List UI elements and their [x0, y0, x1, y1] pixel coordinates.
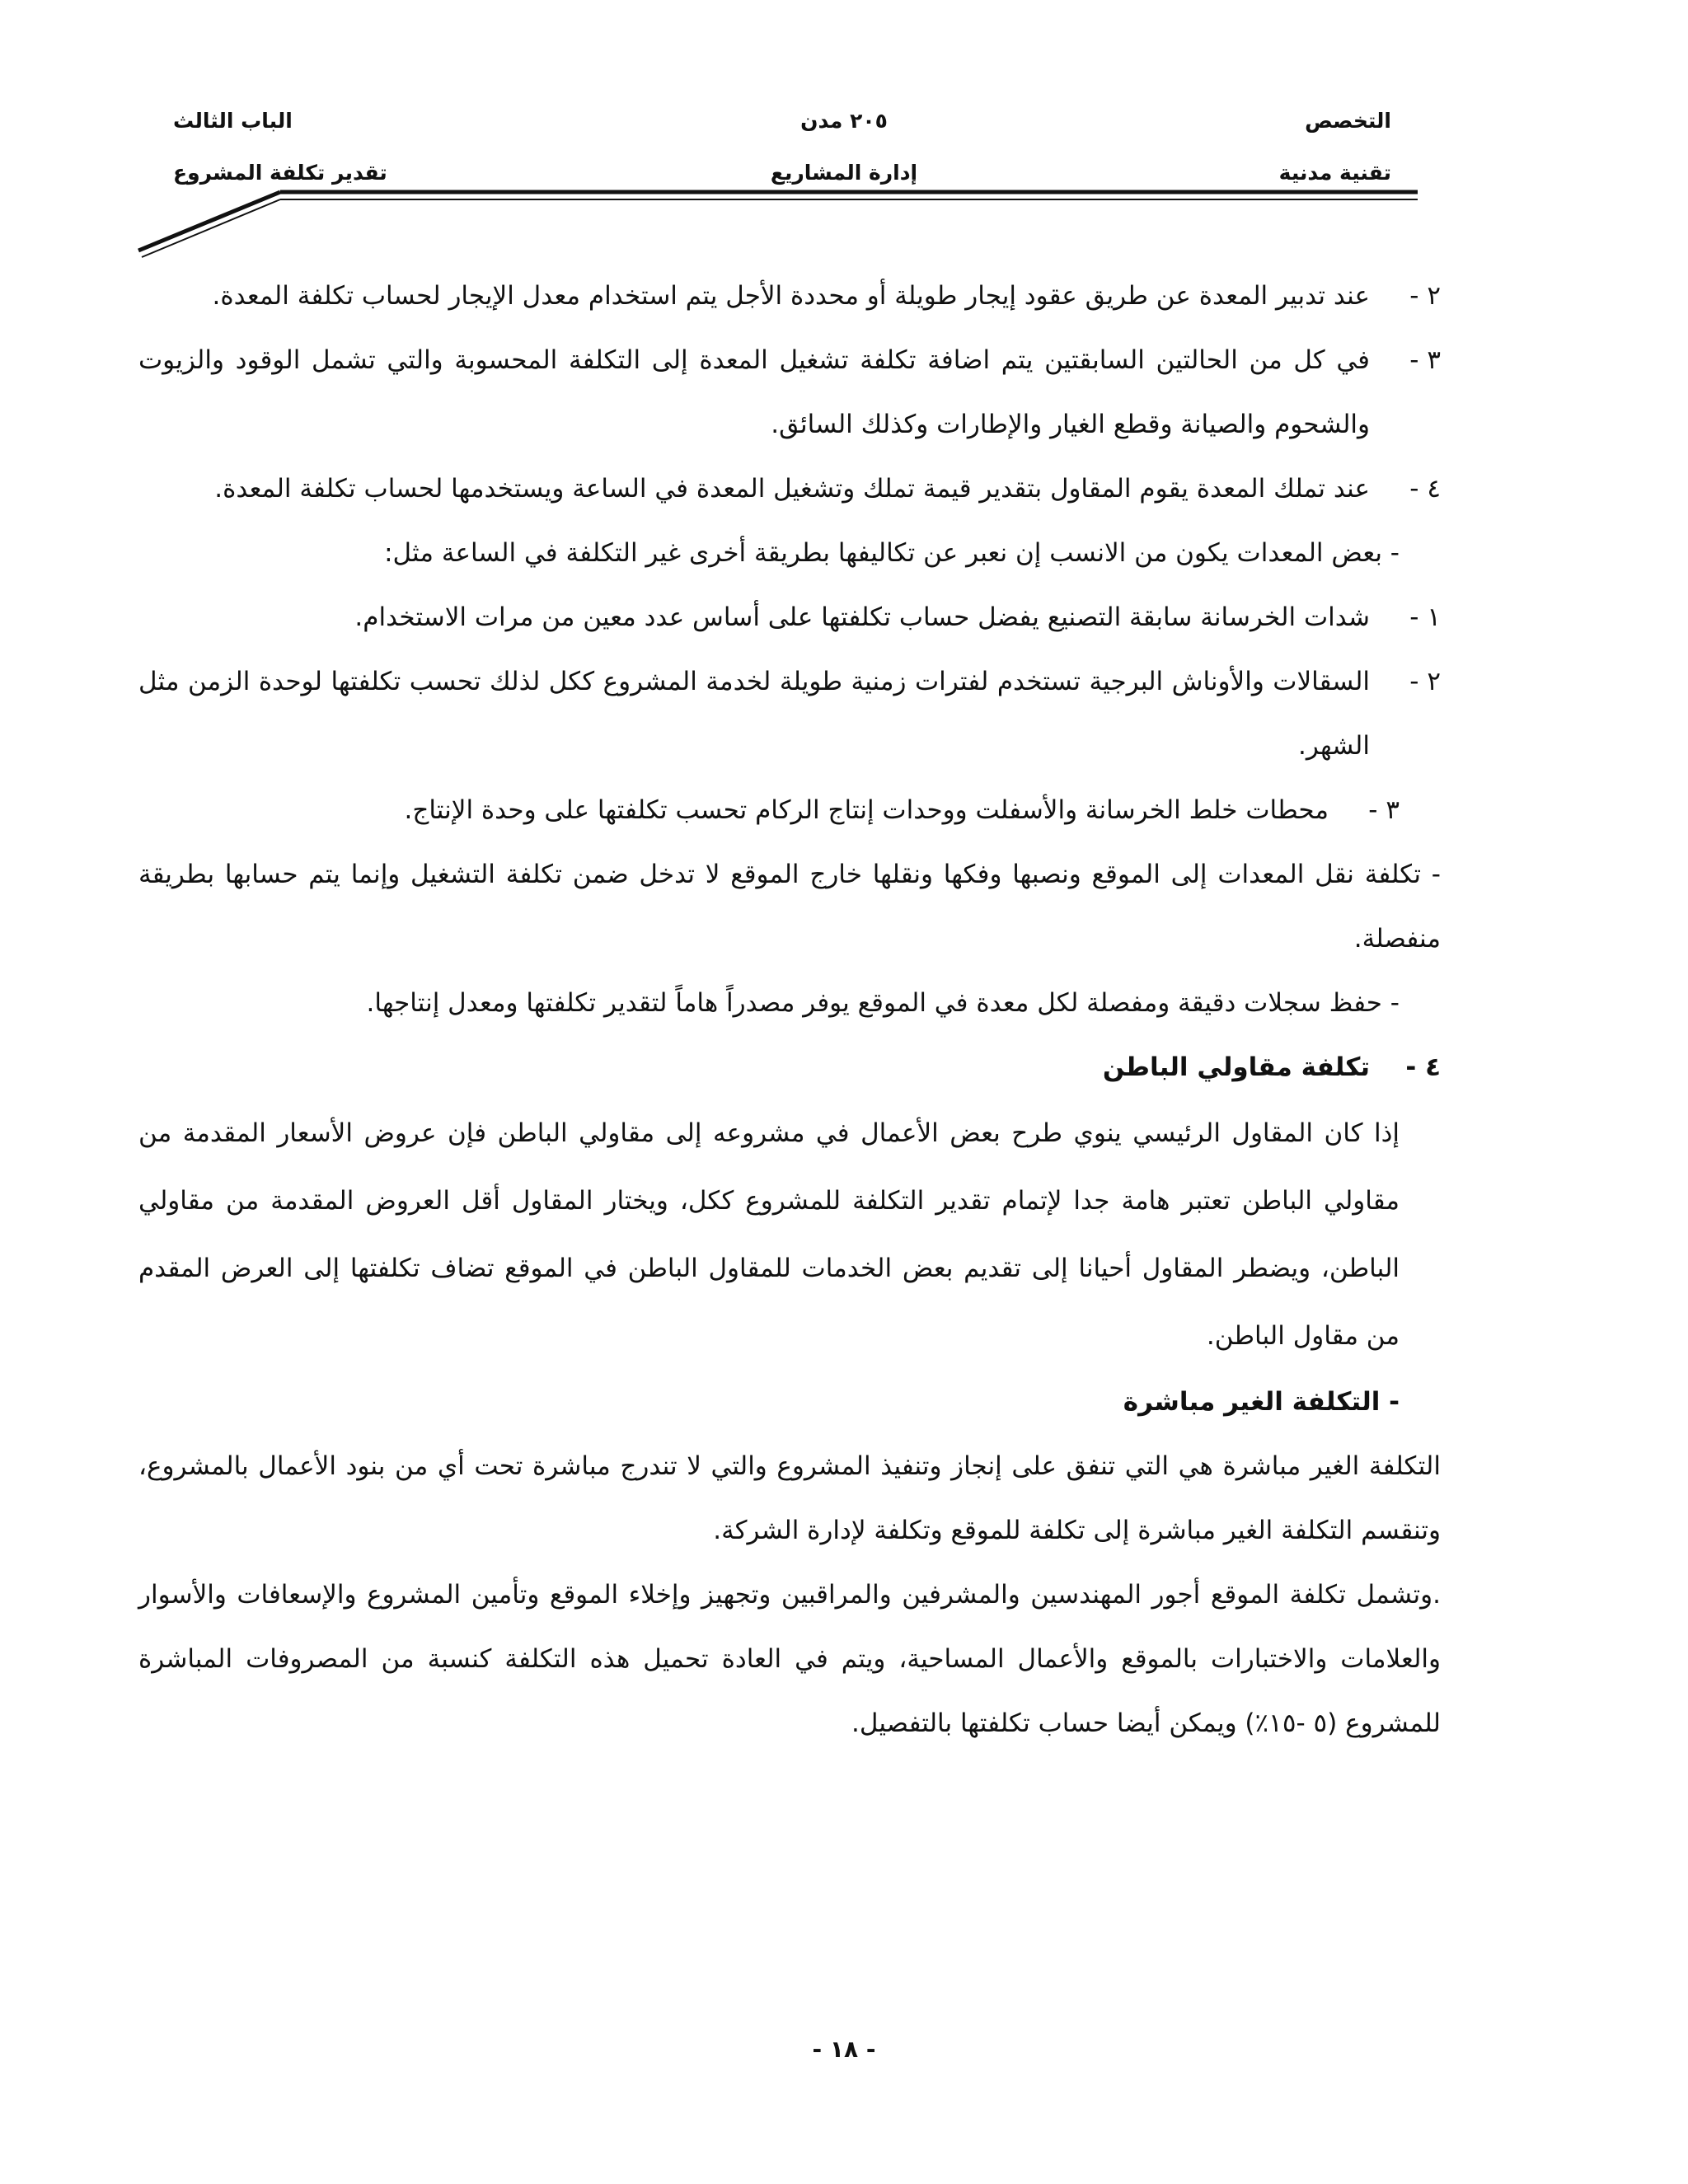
header-divider-lines: [138, 192, 1418, 257]
records-note-paragraph: - حفظ سجلات دقيقة ومفصلة لكل معدة في الموقع يوفر مصدراً هاماً لتقدير تكلفتها ومعدل إنتاجها.: [366, 988, 1400, 1018]
indirect-cost-definition: التكلفة الغير مباشرة هي التي تنفق على إنجاز وتنفيذ المشروع والتي لا تندرج مباشرة تحت أي من بنود الأعمال بالمشروع، وتنقسم التكلفة الغير مباشرة إلى تكلفة للموقع وتكلفة لإدارة الشركة.: [138, 1451, 1441, 1545]
equipment-note-paragraph: - بعض المعدات يكون من الانسب إن نعبر عن تكاليفها بطريقة أخرى غير التكلفة في الساعة مثل:: [384, 538, 1400, 568]
header-course-code: ٢٠٥ مدن: [800, 109, 888, 133]
list-item-text: في كل من الحالتين السابقتين يتم اضافة تكلفة تشغيل المعدة إلى التكلفة المحسوبة والتي تشمل الوقود والزيوت والشحوم والصيانة وقطع الغيار والإطارات وكذلك السائق.: [138, 345, 1370, 439]
list-item-text: شدات الخرسانة سابقة التصنيع يفضل حساب تكلفتها على أساس عدد معين من مرات الاستخدام.: [354, 602, 1370, 632]
equipment-cost-list-a: [138, 264, 1441, 521]
list-item-text: محطات خلط الخرسانة والأسفلت ووحدات إنتاج الركام تحسب تكلفتها على وحدة الإنتاج.: [404, 795, 1329, 825]
subcontractor-paragraph: إذا كان المقاول الرئيسي ينوي طرح بعض الأعمال في مشروعه إلى مقاولي الباطن فإن عروض الأسعار المقدمة من مقاولي الباطن تعتبر هامة جدا لإتمام تقدير التكلفة للمشروع ككل، ويختار المقاول أقل العروض المقدمة من مقاولي الباطن، ويضطر المقاول أحيانا إلى تقديم بعض الخدمات للمقاول الباطن في الموقع تضاف تكلفتها إلى العرض المقدم من مقاول الباطن.: [138, 1118, 1400, 1351]
list-item: [138, 585, 1441, 649]
section-title: تكلفة مقاولي الباطن: [1102, 1052, 1370, 1082]
list-item-text: السقالات والأوناش البرجية تستخدم لفترات زمنية طويلة لخدمة المشروع ككل لذلك تحسب تكلفتها لوحدة الزمن مثل الشهر.: [138, 667, 1370, 761]
list-item-number: ٣ -: [1409, 345, 1441, 375]
indirect-cost-heading: - التكلفة الغير مباشرة: [1123, 1387, 1400, 1417]
header-specialty-value: تقنية مدنية: [1278, 161, 1391, 185]
section-number: ٤ -: [1405, 1052, 1441, 1082]
list-item-number: ١ -: [1409, 602, 1441, 632]
list-item: [138, 778, 1441, 842]
list-item: [138, 264, 1441, 328]
header-chapter-label: الباب الثالث: [173, 109, 293, 133]
equipment-cost-list-b: [138, 585, 1441, 842]
list-item-number: ٤ -: [1409, 474, 1441, 504]
site-cost-paragraph: .وتشمل تكلفة الموقع أجور المهندسين والمشرفين والمراقبين وتجهيز وإخلاء الموقع وتأمين المشروع والإسعافات والأسوار والعلامات والاختبارات بالموقع والأعمال المساحية، ويتم في العادة تحميل هذه التكلفة كنسبة من المصروفات المباشرة للمشروع (٥ -١٥٪) ويمكن أيضا حساب تكلفتها بالتفصيل.: [138, 1580, 1441, 1738]
document-body: [138, 264, 1441, 1755]
header-rule: [0, 0, 1688, 280]
list-item-number: ٣ -: [1368, 795, 1400, 825]
header-specialty-label: التخصص: [1305, 109, 1391, 133]
list-item: [138, 328, 1441, 457]
list-item-text: عند تدبير المعدة عن طريق عقود إيجار طويلة أو محددة الأجل يتم استخدام معدل الإيجار لحساب تكلفة المعدة.: [212, 281, 1370, 311]
list-item-number: ٢ -: [1409, 281, 1441, 311]
list-item-text: عند تملك المعدة يقوم المقاول بتقدير قيمة تملك وتشغيل المعدة في الساعة ويستخدمها لحساب تكلفة المعدة.: [214, 474, 1370, 504]
list-item: [138, 457, 1441, 521]
transport-note-paragraph: - تكلفة نقل المعدات إلى الموقع ونصبها وفكها ونقلها خارج الموقع لا تدخل ضمن تكلفة التشغيل وإنما يتم حسابها بطريقة منفصلة.: [138, 860, 1441, 954]
header-chapter-title: تقدير تكلفة المشروع: [173, 161, 387, 185]
page-number: - ١٨ -: [812, 2036, 876, 2063]
list-item-number: ٢ -: [1409, 667, 1441, 696]
header-course-name: إدارة المشاريع: [770, 161, 918, 185]
list-item: [138, 649, 1441, 778]
section-heading: [138, 1035, 1441, 1099]
